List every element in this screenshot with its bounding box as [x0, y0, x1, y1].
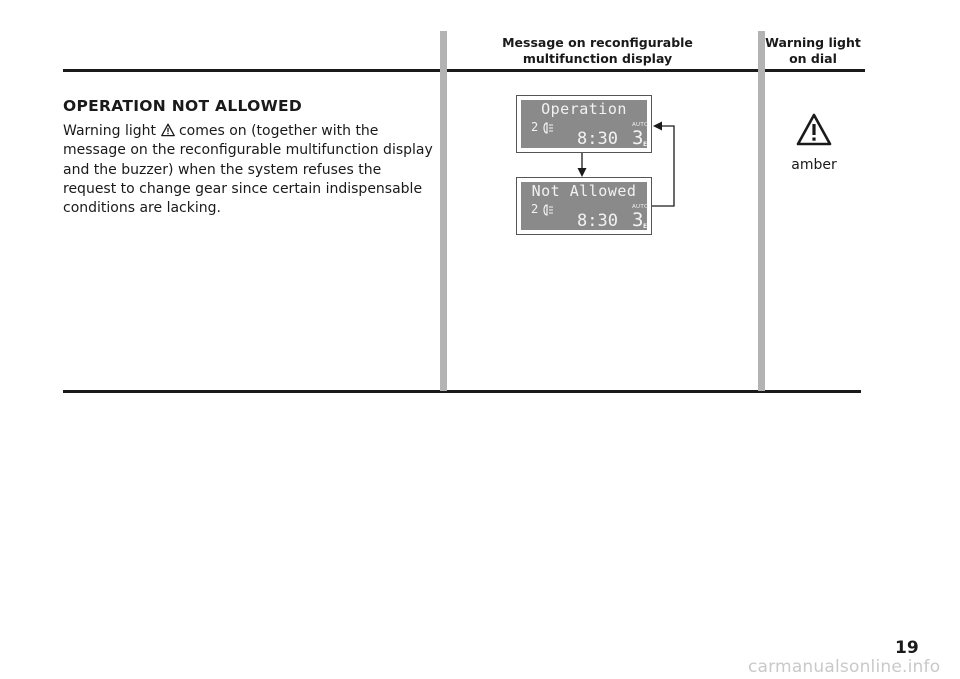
display-gear-top: 3 [632, 127, 644, 149]
body-text-start: Warning light [63, 123, 161, 139]
watermark: carmanualsonline.info [748, 657, 941, 677]
column-header-warning-light [758, 35, 868, 67]
display-flow-arrows [560, 120, 680, 220]
display-gear-sub-bottom: E [643, 223, 648, 230]
arrow-return-head [653, 122, 662, 131]
arrow-return-line [652, 126, 674, 206]
column-header-display-line1: Message on reconfigurable [502, 35, 693, 50]
display-auto-top: AUTO [632, 122, 649, 128]
column-header-light-line1: Warning light [765, 35, 861, 50]
headlight-icon [541, 122, 555, 134]
section-text-block [63, 97, 433, 218]
display-time-bottom: 8:30 [577, 211, 618, 231]
warning-light-color-label: amber [791, 157, 837, 173]
display-time-top: 8:30 [577, 129, 618, 149]
column-header-display-line2: multifunction display [522, 51, 673, 66]
display-indicator-top: 2 [531, 120, 539, 134]
column-header-display [470, 35, 725, 67]
display-indicator-bottom: 2 [531, 202, 539, 216]
display-title-bottom: Not Allowed [531, 182, 637, 200]
display-title-top: Operation [541, 100, 627, 118]
section-title: OPERATION NOT ALLOWED [63, 97, 303, 115]
display-gear-sub-top: E [643, 141, 648, 148]
warning-triangle-icon [161, 123, 175, 137]
body-text-rest: comes on (together with the message on the reconfigurable multifunction display and the buzzer) when the system refuses the request to change gear since certain indispensable conditions are lacking. [63, 123, 433, 217]
arrow-down-head [578, 168, 587, 177]
warning-triangle-icon [795, 112, 833, 148]
headlight-icon [541, 204, 555, 216]
bottom-rule [63, 390, 861, 393]
column-divider-right [758, 31, 765, 391]
column-header-light-line2: on dial [789, 51, 837, 66]
section-body [63, 122, 433, 218]
top-rule [63, 69, 865, 72]
display-auto-bottom: AUTO [632, 204, 649, 210]
column-divider-left [440, 31, 447, 391]
display-gear-bottom: 3 [632, 209, 644, 231]
page-number: 19 [895, 638, 919, 658]
